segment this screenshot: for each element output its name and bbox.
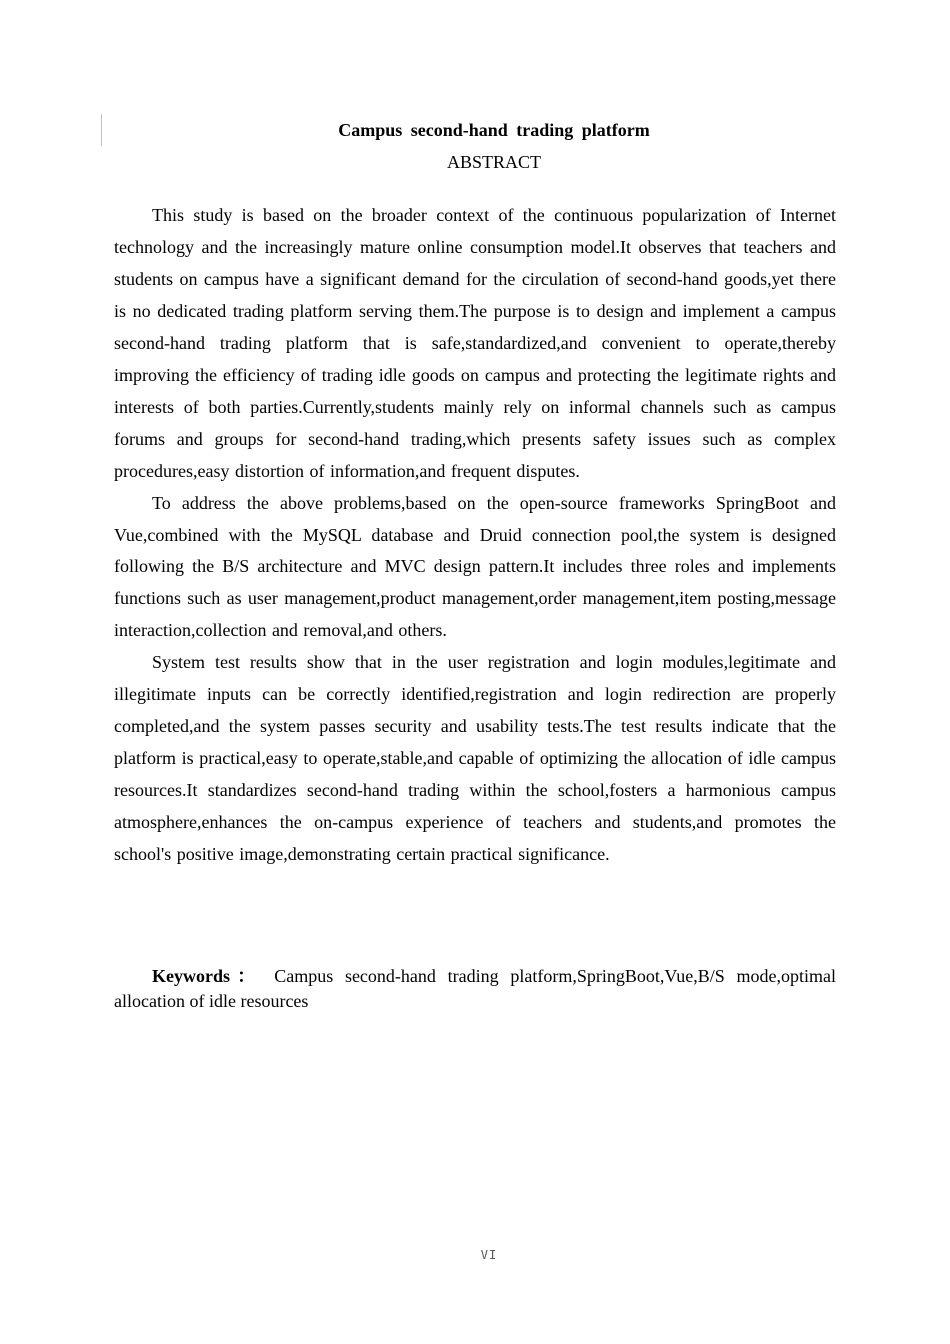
document-title: Campus second-hand trading platform (338, 120, 650, 140)
abstract-paragraph-1: This study is based on the broader context of the continuous popularization of Internet technology and the increasingly mature online consumption model.It observes that teachers and students on campus have a significant demand for the circulation of second-hand goods,yet there is no dedicated trading platform serving them.The purpose is to design and implement a campus second-hand trading platform that is safe,standardized,and convenient to operate,thereby improving the efficiency of trading idle goods on campus and protecting the legitimate rights and interests of both parties.Currently,students mainly rely on informal channels such as campus forums and groups for second-hand trading,which presents safety issues such as complex procedures,easy distortion of information,and frequent disputes. (114, 205, 836, 481)
abstract-heading: ABSTRACT (446, 152, 542, 172)
page-number: VI (480, 1248, 498, 1262)
keywords-label: Keywords： (152, 966, 263, 986)
abstract-paragraph-2: To address the above problems,based on the open-source frameworks SpringBoot and Vue,combined with the MySQL database and Druid connection pool,the system is designed following the B/S architecture and MVC design pattern.It includes three roles and implements functions such as user management,product management,order management,item posting,message interaction,collection and removal,and others. (114, 492, 836, 641)
keywords-line (114, 964, 836, 1014)
abstract-body (114, 200, 836, 871)
abstract-paragraph-3: System test results show that in the user registration and login modules,legitimate and illegitimate inputs can be correctly identified,registration and login redirection are properly completed,and the system passes security and usability tests.The test results indicate that the platform is practical,easy to operate,stable,and capable of optimizing the allocation of idle campus resources.It standardizes second-hand trading within the school,fosters a harmonious campus atmosphere,enhances the on-campus experience of teachers and students,and promotes the school's positive image,demonstrating certain practical significance. (114, 652, 836, 865)
keywords-text: Campus second-hand trading platform,SpringBoot,Vue,B/S mode,optimal allocation of idle resources (114, 966, 836, 1011)
